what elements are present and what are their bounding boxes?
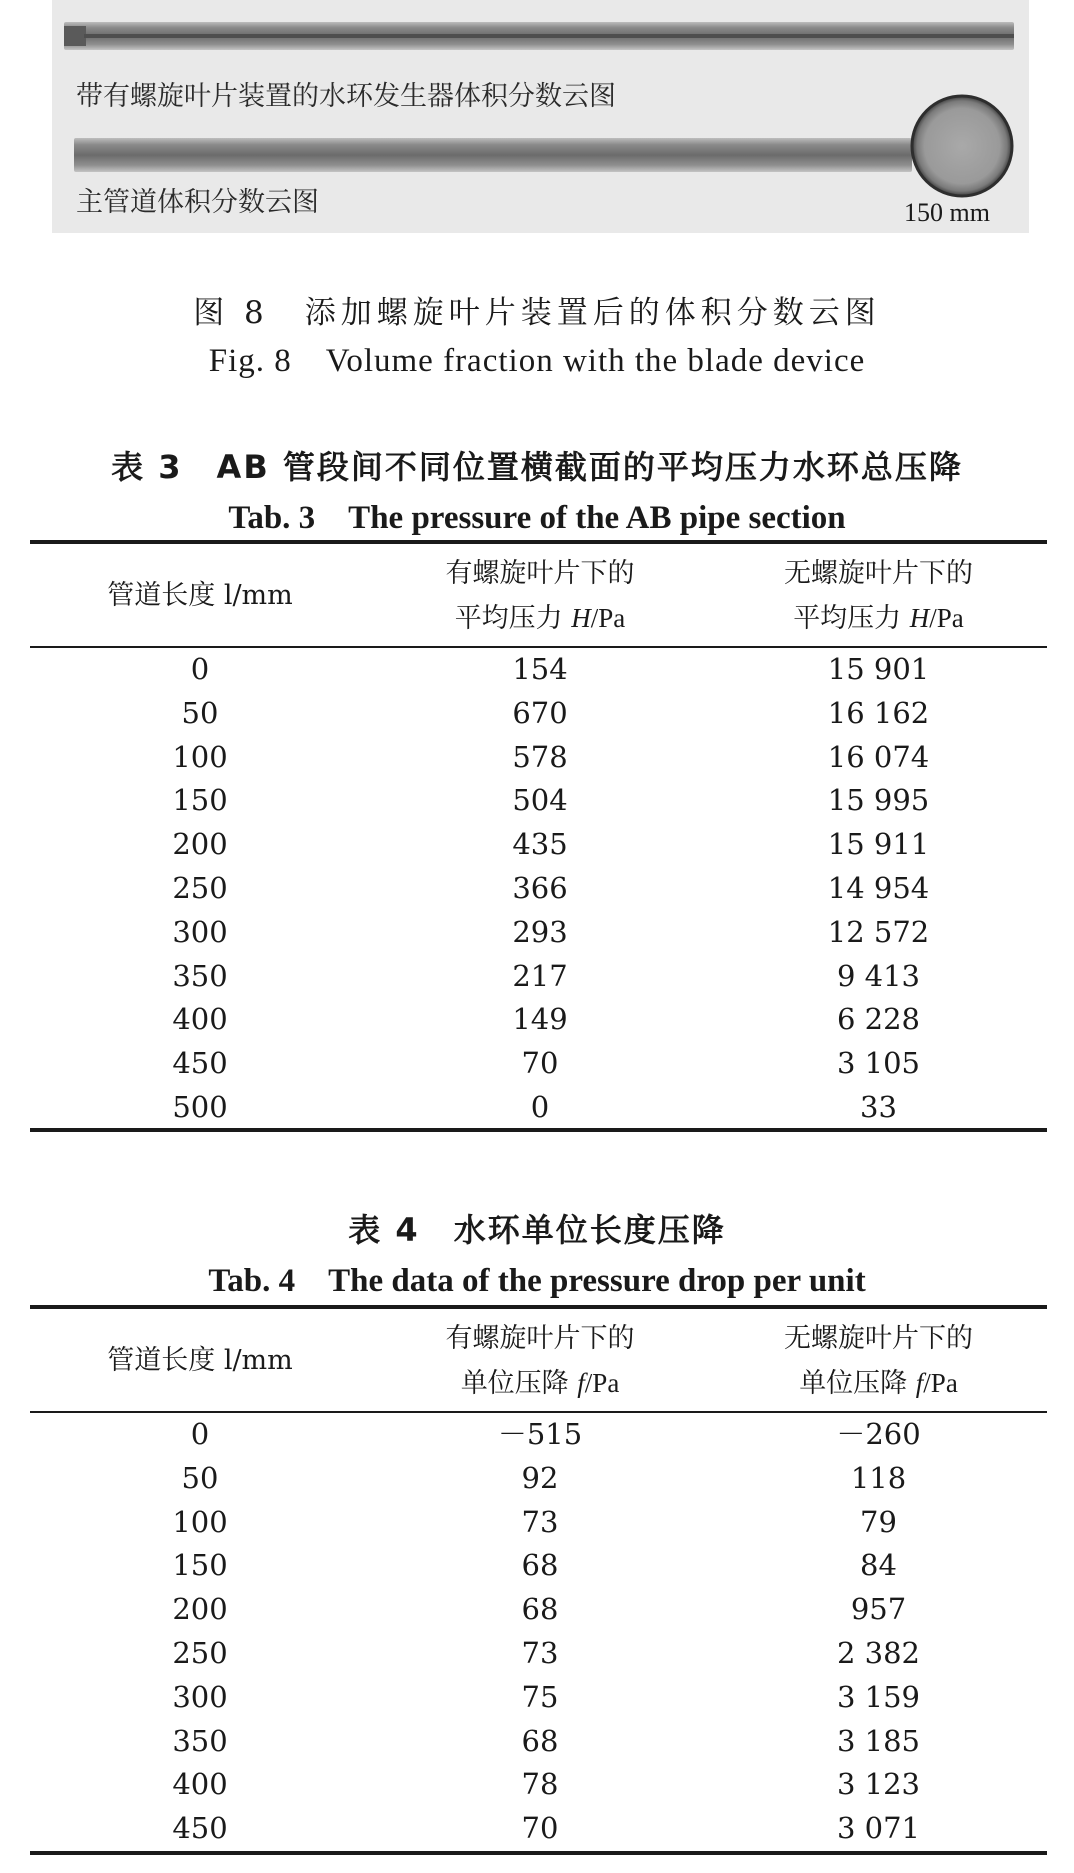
with-blade-cell: 73 <box>521 1635 559 1670</box>
main-pipe-image <box>74 138 912 172</box>
length-cell: 200 <box>172 827 228 862</box>
volume-fraction-figure <box>52 0 1029 233</box>
with-blade-cell: 68 <box>521 1548 559 1583</box>
table-row <box>30 1413 1047 1457</box>
length-cell: 100 <box>172 739 228 774</box>
length-cell: 400 <box>172 1002 228 1037</box>
with-blade-cell: 78 <box>521 1767 559 1802</box>
figure-caption-cn: 图 8 添加螺旋叶片装置后的体积分数云图 <box>193 295 881 331</box>
length-cell: 350 <box>172 1723 228 1758</box>
with-blade-cell: 68 <box>521 1592 559 1627</box>
length-cell: 100 <box>172 1504 228 1539</box>
figure-caption-en: Fig. 8 Volume fraction with the blade device <box>208 343 866 379</box>
with-blade-cell: 0 <box>530 1089 550 1124</box>
length-cell: 300 <box>172 1679 228 1714</box>
table3-top-rule <box>30 540 1047 544</box>
table-row <box>30 998 1047 1042</box>
length-cell: 150 <box>172 1548 228 1583</box>
table-row <box>30 823 1047 867</box>
without-blade-cell: 33 <box>860 1089 897 1124</box>
with-blade-cell: 154 <box>512 652 568 686</box>
table-row <box>30 779 1047 823</box>
length-cell: 50 <box>181 695 219 730</box>
without-blade-cell: 12 572 <box>827 914 930 949</box>
with-blade-cell: －515 <box>497 1417 583 1451</box>
without-blade-cell: 3 123 <box>836 1767 921 1802</box>
table4-bottom-rule <box>30 1851 1047 1855</box>
without-blade-cell: 3 185 <box>836 1723 921 1758</box>
table4-header-length: 管道长度 l/mm <box>107 1345 293 1376</box>
table-row <box>30 1544 1047 1588</box>
without-blade-cell: 3 071 <box>836 1811 921 1846</box>
with-blade-cell: 73 <box>521 1504 559 1539</box>
without-blade-cell: 15 995 <box>827 783 930 818</box>
table4-header-with-blade: 有螺旋叶片下的 单位压降 f/Pa <box>445 1323 635 1399</box>
length-cell: 200 <box>172 1592 228 1627</box>
pipe-core-stripe <box>84 34 1014 38</box>
length-cell: 50 <box>181 1460 219 1495</box>
length-cell: 150 <box>172 783 228 818</box>
length-cell: 300 <box>172 914 228 949</box>
table-row <box>30 1720 1047 1764</box>
table3-bottom-rule <box>30 1128 1047 1132</box>
table4-top-rule <box>30 1305 1047 1309</box>
scale-label: 150 mm <box>904 198 990 227</box>
table3-caption-cn: 表 3 AB 管段间不同位置横截面的平均压力水环总压降 <box>111 448 963 486</box>
table-row <box>30 692 1047 736</box>
length-cell: 400 <box>172 1767 228 1802</box>
with-blade-cell: 92 <box>521 1460 559 1495</box>
table3-header-length: 管道长度 l/mm <box>107 580 293 611</box>
with-blade-cell: 149 <box>512 1002 568 1037</box>
table-row <box>30 736 1047 780</box>
with-blade-cell: 578 <box>512 739 568 774</box>
length-cell: 250 <box>172 870 228 905</box>
without-blade-cell: 9 413 <box>836 958 921 993</box>
table-row <box>30 1807 1047 1851</box>
length-cell: 500 <box>172 1089 228 1124</box>
with-blade-cell: 670 <box>512 695 568 730</box>
table4-body <box>30 1413 1047 1851</box>
blade-device-label: 带有螺旋叶片装置的水环发生器体积分数云图 <box>76 81 616 112</box>
table-row <box>30 1086 1047 1130</box>
without-blade-cell: 16 074 <box>827 739 930 774</box>
without-blade-cell: 2 382 <box>836 1635 921 1670</box>
length-cell: 250 <box>172 1635 228 1670</box>
without-blade-cell: 79 <box>860 1504 897 1539</box>
without-blade-cell: 118 <box>850 1460 907 1495</box>
with-blade-cell: 75 <box>521 1679 559 1714</box>
without-blade-cell: 3 105 <box>836 1046 921 1081</box>
without-blade-cell: 3 159 <box>836 1679 921 1714</box>
without-blade-cell: －260 <box>836 1417 921 1451</box>
table-row <box>30 1588 1047 1632</box>
table-row <box>30 911 1047 955</box>
with-blade-cell: 70 <box>521 1046 559 1081</box>
table-row <box>30 867 1047 911</box>
pipe-cross-section-image <box>908 92 1016 200</box>
with-blade-cell: 70 <box>521 1811 559 1846</box>
table-row <box>30 1632 1047 1676</box>
table-row <box>30 955 1047 999</box>
main-pipe-label: 主管道体积分数云图 <box>76 187 319 218</box>
table3-header-without-blade: 无螺旋叶片下的 平均压力 H/Pa <box>784 558 973 634</box>
length-cell: 450 <box>172 1046 228 1081</box>
table-row <box>30 648 1047 692</box>
length-cell: 450 <box>172 1811 228 1846</box>
table-row <box>30 1042 1047 1086</box>
with-blade-cell: 293 <box>512 914 568 949</box>
without-blade-cell: 957 <box>850 1592 907 1627</box>
length-cell: 350 <box>172 958 228 993</box>
table-row <box>30 1676 1047 1720</box>
without-blade-cell: 15 901 <box>827 652 930 686</box>
length-cell: 0 <box>190 652 210 686</box>
table3-header-with-blade: 有螺旋叶片下的 平均压力 H/Pa <box>445 558 635 634</box>
blade-device-pipe-image <box>64 22 1014 50</box>
table-row <box>30 1501 1047 1545</box>
table-row <box>30 1763 1047 1807</box>
without-blade-cell: 6 228 <box>836 1002 921 1037</box>
table4-caption-cn: 表 4 水环单位长度压降 <box>348 1211 726 1249</box>
with-blade-cell: 366 <box>512 870 568 905</box>
table4-header-without-blade: 无螺旋叶片下的 单位压降 f/Pa <box>784 1323 973 1399</box>
without-blade-cell: 15 911 <box>827 827 930 862</box>
without-blade-cell: 14 954 <box>827 870 930 905</box>
table-row <box>30 1457 1047 1501</box>
table4-caption-en: Tab. 4 The data of the pressure drop per unit <box>208 1263 866 1299</box>
with-blade-cell: 504 <box>512 783 568 818</box>
pipe-inlet-cap <box>64 26 86 46</box>
with-blade-cell: 217 <box>512 958 568 993</box>
with-blade-cell: 68 <box>521 1723 559 1758</box>
with-blade-cell: 435 <box>512 827 568 862</box>
table3-body <box>30 648 1047 1130</box>
table3-caption-en: Tab. 3 The pressure of the AB pipe section <box>228 500 846 536</box>
without-blade-cell: 84 <box>860 1548 897 1583</box>
length-cell: 0 <box>190 1417 210 1451</box>
without-blade-cell: 16 162 <box>827 695 930 730</box>
